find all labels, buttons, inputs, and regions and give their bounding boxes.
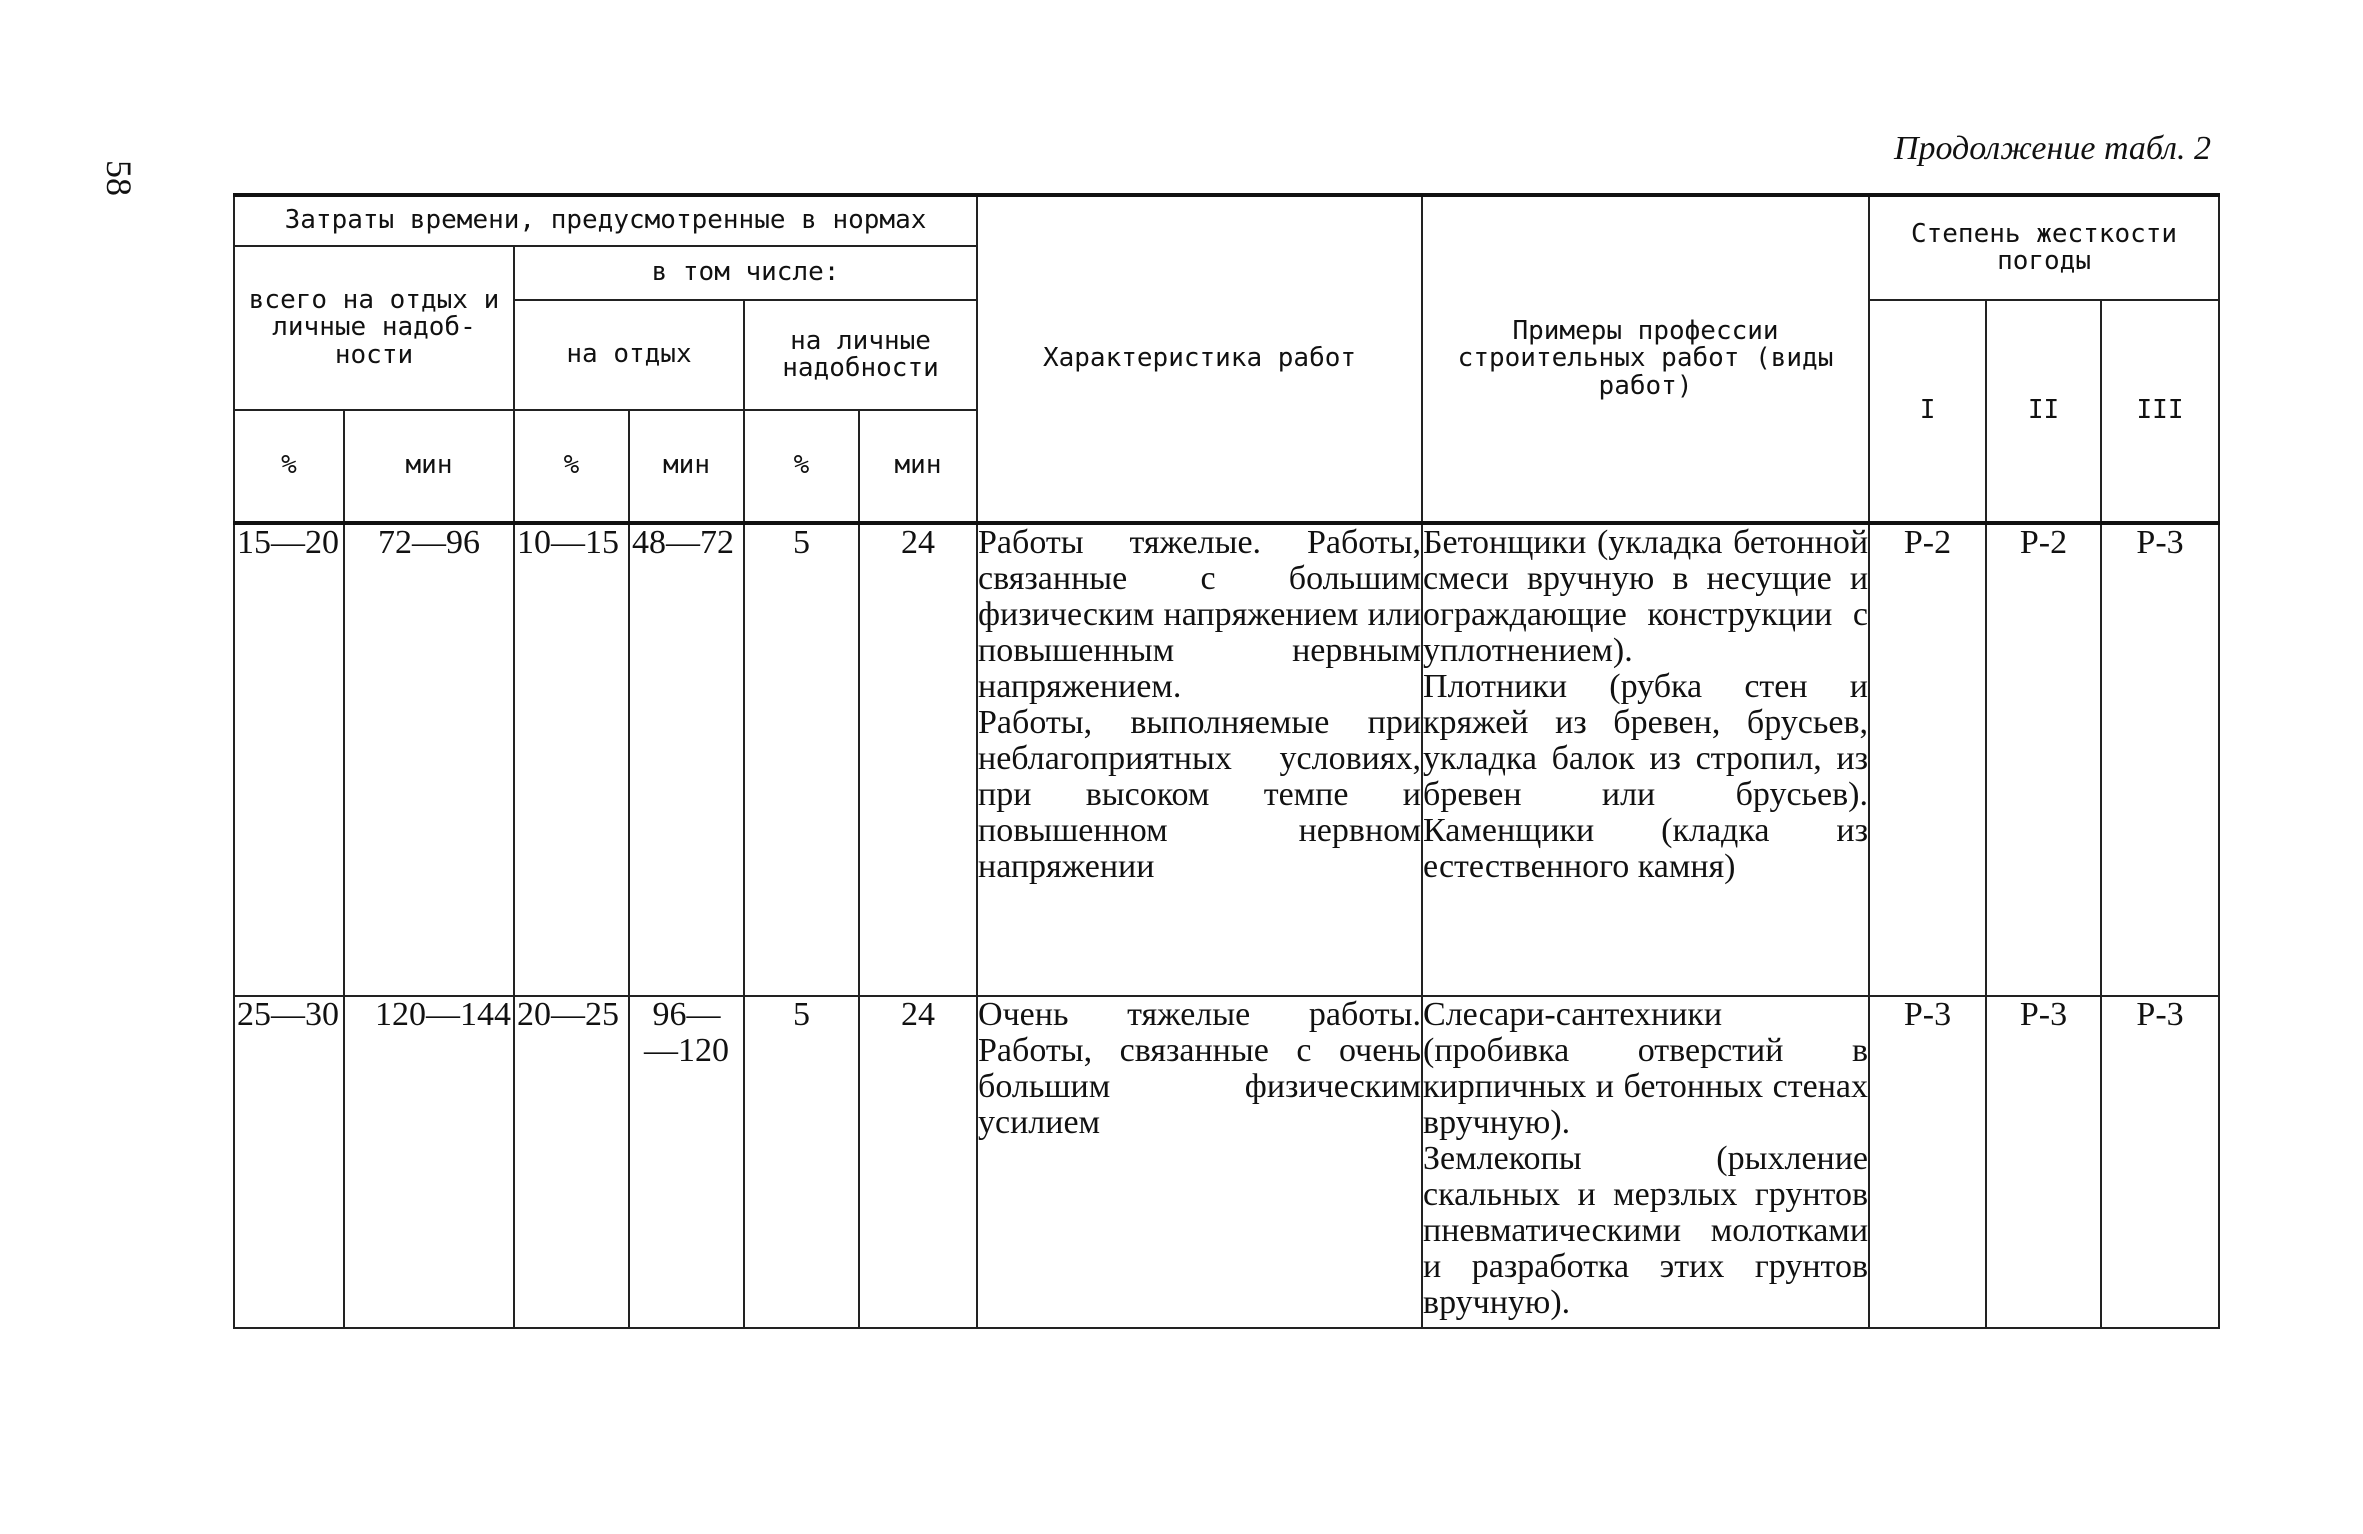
weather-header: Степень жесткости погоды [1869, 195, 2219, 300]
personal-minutes-header: мин [859, 410, 977, 523]
weather-grade-1-cell: Р-3 [1869, 996, 1986, 1328]
total-percent-header: % [234, 410, 344, 523]
examples-cell [1422, 523, 1869, 996]
weather-grade-2-cell: Р-3 [1986, 996, 2101, 1328]
examples-header: Примеры профессии строительных работ (виды работ) [1422, 195, 1869, 523]
rest-minutes-header: мин [629, 410, 744, 523]
table-caption: Продолжение табл. 2 [1893, 130, 2211, 167]
weather-grade-1-cell: Р-2 [1869, 523, 1986, 996]
personal-minutes-cell: 24 [859, 523, 977, 996]
examples-cell [1422, 996, 1869, 1328]
characteristic-cell [977, 996, 1422, 1328]
rest-minutes-line: —120 [644, 1032, 729, 1069]
weather-grade-3-cell: Р-3 [2101, 996, 2219, 1328]
weather-grade-1-header: I [1869, 300, 1986, 523]
rest-minutes-cell: 48—72 [629, 523, 744, 996]
examples-paragraph: Слесари-сантехники (пробивка отверстий в кирпичных и бетонных стенах вручную). [1423, 996, 1869, 1141]
characteristic-header: Характеристика работ [977, 195, 1422, 523]
examples-paragraph: Землекопы (рыхление скальных и мерзлых грунтов пневматическими молотками и разработка этих грунтов вручную). [1423, 1140, 1869, 1321]
rest-percent-header: % [514, 410, 629, 523]
weather-grade-3-cell: Р-3 [2101, 523, 2219, 996]
personal-percent-header: % [744, 410, 859, 523]
on-rest-header: на отдых [514, 300, 744, 410]
table-row [234, 523, 2219, 996]
personal-percent-cell: 5 [744, 523, 859, 996]
total-minutes-header: мин [344, 410, 514, 523]
characteristic-cell [977, 523, 1422, 996]
total-rest-header: всего на отдых и личные надоб-ности [234, 246, 514, 410]
table-row [234, 996, 2219, 1328]
rest-minutes-cell [629, 996, 744, 1328]
including-header: в том числе: [514, 246, 977, 300]
rest-percent-cell: 20—25 [514, 996, 629, 1328]
personal-minutes-cell: 24 [859, 996, 977, 1328]
characteristic-paragraph: Работы тяжелые. Работы, связанные с большим физическим напряжением или повышенным нервным напряжением. [978, 524, 1422, 705]
personal-percent-cell: 5 [744, 996, 859, 1328]
total-minutes-cell: 120—144 [344, 996, 514, 1328]
examples-paragraph: Плотники (рубка стен и кряжей из бревен, брусьев, укладка балок из стропил, из бревен или брусьев). Каменщики (кладка из естественного камня) [1423, 668, 1869, 885]
total-minutes-cell: 72—96 [344, 523, 514, 996]
page-number: 58 [99, 160, 139, 196]
characteristic-paragraph: Очень тяжелые работы. Работы, связанные с очень большим физическим усилием [978, 996, 1422, 1141]
total-percent-cell: 25—30 [234, 996, 344, 1328]
personal-needs-header: на личные надобности [744, 300, 977, 410]
norms-table [233, 193, 2220, 1329]
weather-grade-3-header: III [2101, 300, 2219, 523]
weather-grade-2-header: II [1986, 300, 2101, 523]
rest-minutes-line: 96— [652, 996, 721, 1033]
examples-paragraph: Бетонщики (укладка бетонной смеси вручную в несущие и ограждающие конструкции с уплотнением). [1423, 524, 1869, 669]
characteristic-paragraph: Работы, выполняемые при неблагоприятных условиях, при высоком темпе и повышенном нервном напряжении [978, 704, 1422, 885]
time-costs-header: Затраты времени, предусмотренные в нормах [234, 195, 977, 246]
total-percent-cell: 15—20 [234, 523, 344, 996]
rest-percent-cell: 10—15 [514, 523, 629, 996]
weather-grade-2-cell: Р-2 [1986, 523, 2101, 996]
